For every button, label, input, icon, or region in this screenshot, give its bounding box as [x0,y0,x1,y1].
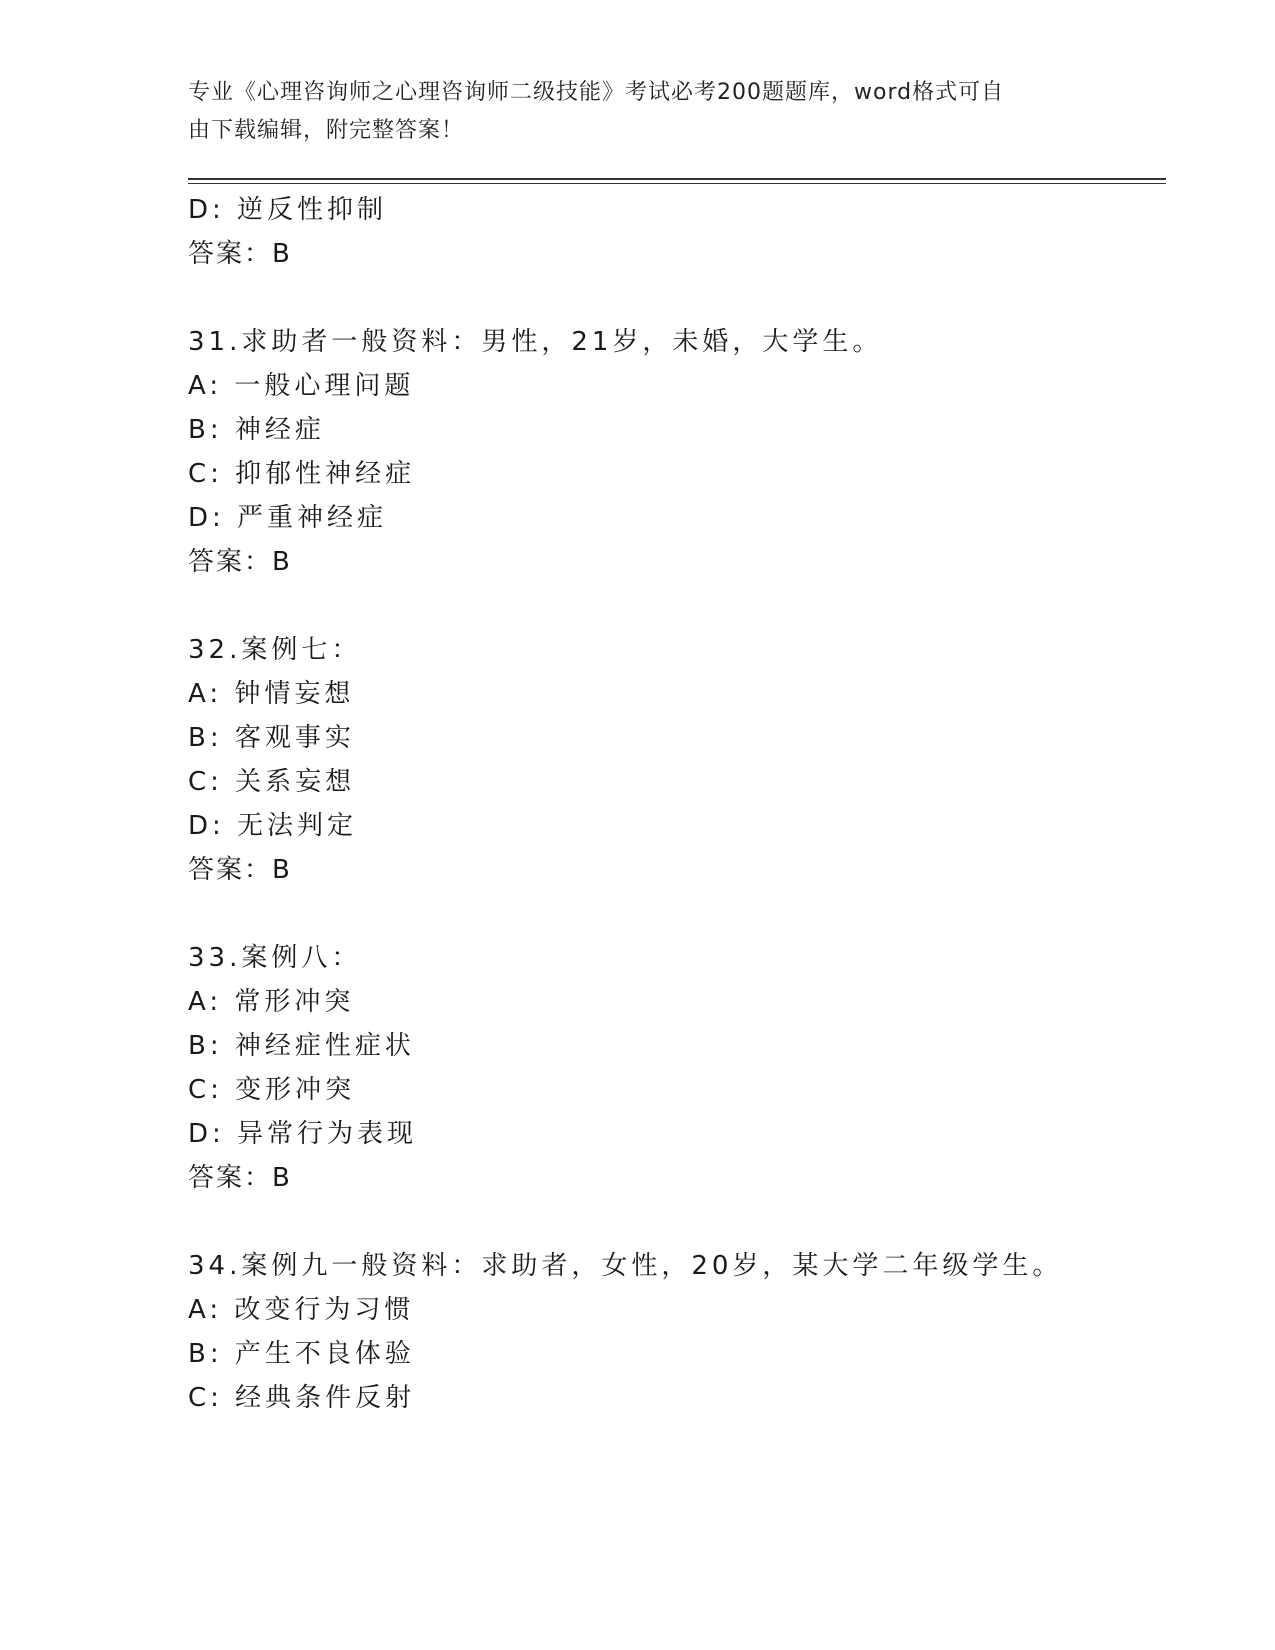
option-c: C: 抑郁性神经症 [188,459,416,489]
option-c: C: 经典条件反射 [188,1383,416,1413]
option-c: C: 关系妄想 [188,767,356,797]
document-header [188,74,1088,150]
option-d: D: 严重神经症 [188,503,388,533]
answer: 答案：B [188,547,292,577]
option-a: A: 钟情妄想 [188,679,355,709]
option-a: A: 一般心理问题 [188,371,415,401]
option-b: B: 产生不良体验 [188,1339,415,1369]
option-c: C: 变形冲突 [188,1075,356,1105]
option-a: A: 改变行为习惯 [188,1295,415,1325]
answer: 答案：B [188,239,292,269]
option-d: D: 异常行为表现 [188,1119,418,1149]
option-d: D: 逆反性抑制 [188,195,388,225]
question-stem: 33.案例八： [188,943,362,973]
question-stem: 32.案例七： [188,635,362,665]
question-stem: 34.案例九一般资料：求助者，女性，20岁，某大学二年级学生。 [188,1251,1063,1281]
answer: 答案：B [188,855,292,885]
option-b: B: 客观事实 [188,723,355,753]
header-line-1: 专业《心理咨询师之心理咨询师二级技能》考试必考200题题库，word格式可自 [188,80,1005,105]
option-a: A: 常形冲突 [188,987,355,1017]
option-b: B: 神经症 [188,415,325,445]
answer: 答案：B [188,1163,292,1193]
header-line-2: 由下载编辑，附完整答案！ [188,118,465,143]
option-b: B: 神经症性症状 [188,1031,415,1061]
option-d: D: 无法判定 [188,811,358,841]
question-stem: 31.求助者一般资料：男性，21岁，未婚，大学生。 [188,327,883,357]
header-divider [188,178,1166,184]
